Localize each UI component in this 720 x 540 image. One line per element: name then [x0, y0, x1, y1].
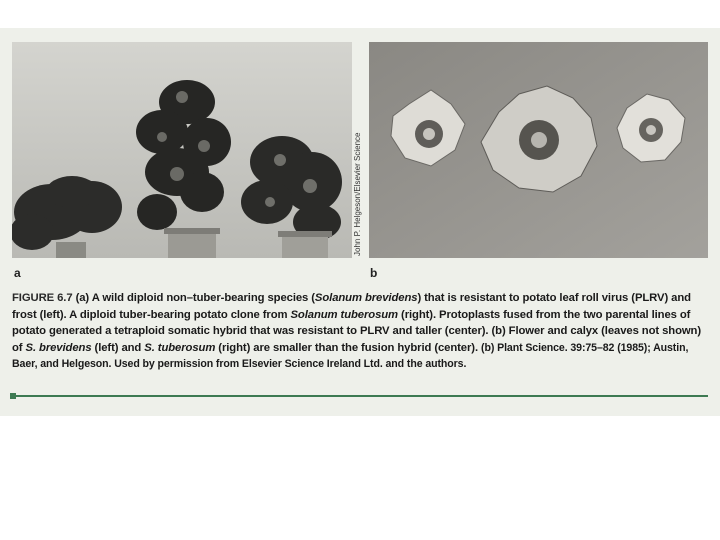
caption-text: (a) A wild diploid non–tuber-bearing species ( [72, 292, 315, 304]
species-name: S. brevidens [25, 341, 92, 354]
panel-label-b: b [370, 266, 378, 280]
species-name: S. tuberosum [144, 341, 216, 354]
caption-text: (right). Protoplasts fused from the two parental lines of potato generated a tetraploid somatic hybrid that was resistant to PLRV and taller (center). (b) Flower and calyx (leaves not shown) of [12, 308, 702, 354]
panel-label-a: a [14, 266, 21, 280]
photo-credit: John P. Helgeson/Elsevier Science [353, 132, 362, 256]
figure-caption [12, 290, 708, 373]
figure-label: FIGURE 6.7 [12, 292, 73, 304]
caption-reference: (b) Plant Science. 39:75–82 (1985); Austin, Baer, and Helgeson. Used by permission from Elsevier Science Ireland Ltd. and the authors. [12, 341, 689, 371]
bleed-through-text [378, 31, 381, 42]
species-name: Solanum tuberosum [290, 308, 398, 321]
species-name: Solanum brevidens [314, 292, 418, 304]
caption-text: ) that is resistant to potato leaf roll virus (PLRV) and frost (left). A diploid tuber-bearing potato clone from [12, 292, 691, 321]
photo-flowers [369, 42, 708, 258]
caption-text: (right) are smaller than the fusion hybrid (center). [215, 341, 482, 354]
photo-potato-plants [12, 42, 352, 258]
caption-text: (left) and [91, 341, 145, 354]
caption-rule [12, 395, 708, 397]
